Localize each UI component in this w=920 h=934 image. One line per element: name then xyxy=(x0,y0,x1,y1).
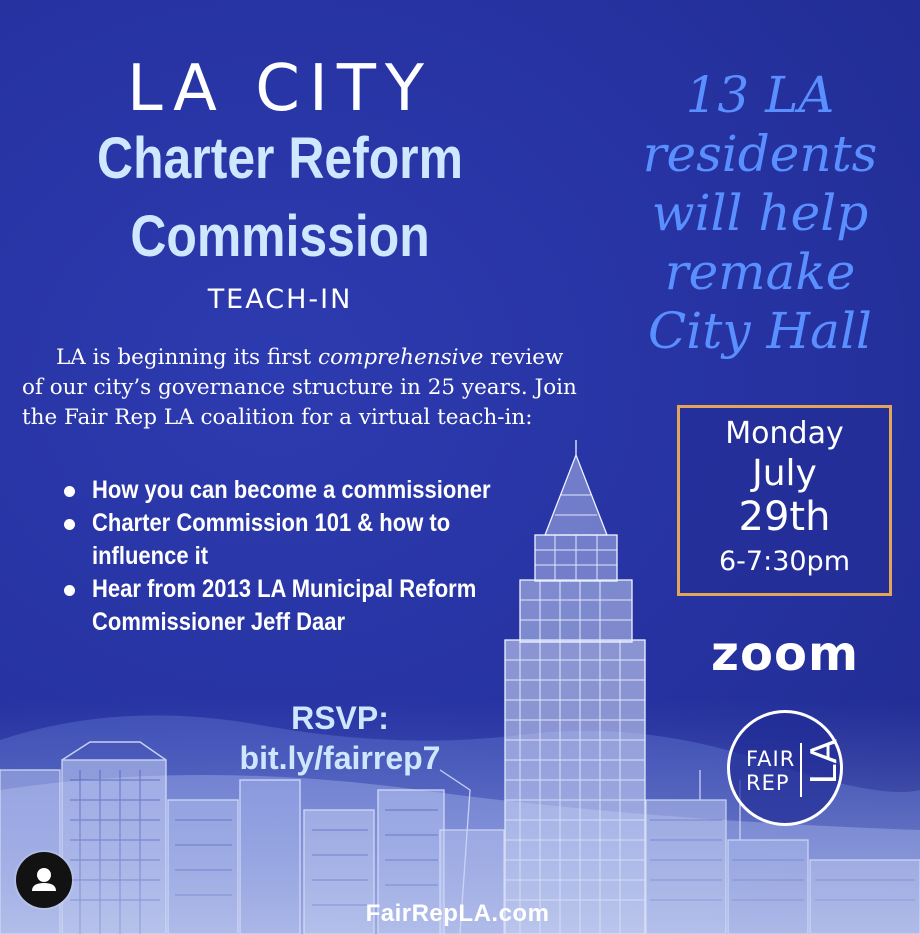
intro-emphasis: comprehensive xyxy=(318,345,484,370)
agenda-list xyxy=(60,474,500,639)
logo-la: LA xyxy=(804,739,845,785)
tagline-line: remake xyxy=(664,243,856,301)
tagline xyxy=(615,66,905,361)
logo-rep: REP xyxy=(746,771,790,795)
logo-fair: FAIR xyxy=(746,747,796,771)
agenda-item: Hear from 2013 LA Municipal Reform Commissioner Jeff Daar xyxy=(60,573,500,639)
agenda-item: Charter Commission 101 & how to influence it xyxy=(60,507,500,573)
website-link[interactable]: FairRepLA.com xyxy=(365,900,550,927)
event-day: Monday xyxy=(725,416,844,451)
event-date: 29th xyxy=(738,494,831,540)
rsvp-link[interactable]: bit.ly/fairrep7 xyxy=(239,740,441,776)
bullet-dot-icon xyxy=(64,486,75,497)
subtitle-teach-in: TEACH-IN xyxy=(207,284,353,315)
user-avatar-icon[interactable] xyxy=(16,852,72,908)
person-icon xyxy=(16,852,72,908)
fair-rep-la-logo xyxy=(727,710,843,826)
rsvp-label: RSVP: xyxy=(291,700,389,736)
event-date-box xyxy=(677,405,892,596)
title-la-city: LA CITY xyxy=(127,52,433,126)
intro-part1: LA is beginning its first xyxy=(56,345,319,370)
tagline-line: 13 LA xyxy=(685,66,835,124)
tagline-line: City Hall xyxy=(648,302,872,360)
title-commission: Commission xyxy=(130,204,430,269)
event-time: 6-7:30pm xyxy=(719,546,850,577)
agenda-item: How you can become a commissioner xyxy=(60,474,500,507)
zoom-logo: zoom xyxy=(711,626,859,682)
intro-paragraph xyxy=(22,343,582,433)
tagline-line: will help xyxy=(651,184,869,242)
title-charter-reform: Charter Reform xyxy=(97,126,463,191)
intro-part2: review of our city’s governance structure in 25 years. Join the Fair Rep LA coalition for a virtual teach-in: xyxy=(22,345,577,430)
logo-divider xyxy=(800,743,802,797)
rsvp-block xyxy=(200,698,480,778)
tagline-line: residents xyxy=(642,125,878,183)
bullet-dot-icon xyxy=(64,585,75,596)
event-month: July xyxy=(752,453,817,494)
bullet-dot-icon xyxy=(64,519,75,530)
